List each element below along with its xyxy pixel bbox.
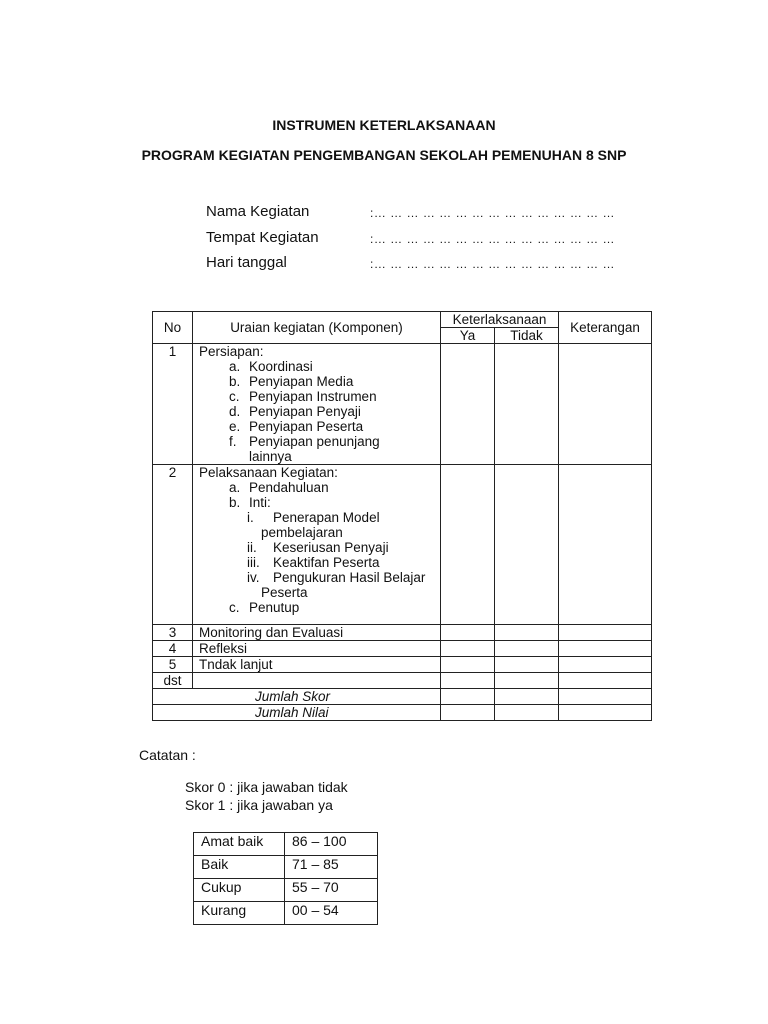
sub-list-item: i. Penerapan Model [247,510,380,525]
info-label: Tempat Kegiatan [206,229,319,246]
row-title: Pelaksanaan Kegiatan: [199,465,338,480]
grade-range: 86 – 100 [285,833,378,856]
list-item: a. Koordinasi [229,359,313,374]
sub-list-item-continuation: pembelajaran [261,525,343,540]
list-item-continuation: lainnya [249,449,292,464]
sub-list-item: ii. Keseriusan Penyaji [247,540,389,555]
cell-ya[interactable] [441,625,495,641]
row-uraian: Refleksi [193,641,441,657]
cell-ya[interactable] [441,344,495,465]
cell-tidak[interactable] [495,625,559,641]
cell-keterangan[interactable] [559,657,652,673]
header-ya: Ya [441,328,495,344]
list-item: c. Penutup [229,600,300,615]
cell-keterangan[interactable] [559,625,652,641]
sub-list-item: iii. Keaktifan Peserta [247,555,380,570]
row-number: dst [153,673,193,689]
cell-tidak-nilai[interactable] [495,705,559,721]
grade-label: Cukup [194,879,285,902]
list-item: e. Penyiapan Peserta [229,419,364,434]
header-keterangan: Keterangan [559,312,652,344]
table-row [194,856,378,879]
header-keterlaksanaan: Keterlaksanaan [441,312,559,328]
grade-table [193,832,378,925]
cell-tidak[interactable] [495,465,559,625]
grade-label: Baik [194,856,285,879]
table-row [194,902,378,925]
skor-note: Skor 0 : jika jawaban tidak [185,779,348,795]
document-title: INSTRUMEN KETERLAKSANAAN [272,117,496,133]
list-item: a. Pendahuluan [229,480,329,495]
row-uraian [193,344,441,465]
grade-range: 71 – 85 [285,856,378,879]
info-blank: :… … … … … … … … … … … … … … … [370,232,616,246]
total-row [153,689,652,705]
sub-list-item: iv. Pengukuran Hasil Belajar [247,570,426,585]
cell-ya[interactable] [441,465,495,625]
list-item: f. Penyiapan penunjang [229,434,380,449]
cell-ya[interactable] [441,641,495,657]
cell-tidak-total[interactable] [495,689,559,705]
row-number: 4 [153,641,193,657]
cell-keterangan[interactable] [559,673,652,689]
cell-tidak[interactable] [495,344,559,465]
row-uraian: Tndak lanjut [193,657,441,673]
table-row [153,344,652,465]
instrument-table [152,311,652,721]
row-number: 2 [153,465,193,625]
table-row [194,879,378,902]
table-row [153,465,652,625]
cell-keterangan[interactable] [559,344,652,465]
row-number: 1 [153,344,193,465]
cell-tidak[interactable] [495,641,559,657]
sub-list-item-continuation: Peserta [261,585,308,600]
row-number: 5 [153,657,193,673]
header-tidak: Tidak [495,328,559,344]
info-blank: :… … … … … … … … … … … … … … … [370,257,616,271]
cell-ya-nilai[interactable] [441,705,495,721]
jumlah-skor-label: Jumlah Skor [153,689,441,705]
info-label: Nama Kegiatan [206,203,310,220]
cell-ya[interactable] [441,673,495,689]
cell-keterangan[interactable] [559,465,652,625]
list-item: c. Penyiapan Instrumen [229,389,377,404]
row-uraian [193,465,441,625]
jumlah-nilai-label: Jumlah Nilai [153,705,441,721]
cell-tidak[interactable] [495,657,559,673]
header-no: No [153,312,193,344]
cell-keterangan-total[interactable] [559,689,652,705]
info-label: Hari tanggal [206,254,287,271]
cell-keterangan-nilai[interactable] [559,705,652,721]
document-subtitle: PROGRAM KEGIATAN PENGEMBANGAN SEKOLAH PEMENUHAN 8 SNP [141,147,627,163]
cell-tidak[interactable] [495,673,559,689]
catatan-label: Catatan : [139,747,196,763]
header-uraian: Uraian kegiatan (Komponen) [193,312,441,344]
cell-ya-total[interactable] [441,689,495,705]
table-row [153,673,652,689]
row-uraian: Monitoring dan Evaluasi [193,625,441,641]
list-item: b. Penyiapan Media [229,374,354,389]
grade-range: 55 – 70 [285,879,378,902]
grade-label: Kurang [194,902,285,925]
list-item: b. Inti: [229,495,271,510]
row-number: 3 [153,625,193,641]
total-row [153,705,652,721]
list-item: d. Penyiapan Penyaji [229,404,361,419]
grade-range: 00 – 54 [285,902,378,925]
table-row [153,641,652,657]
skor-note: Skor 1 : jika jawaban ya [185,797,333,813]
cell-ya[interactable] [441,657,495,673]
info-blank: :… … … … … … … … … … … … … … … [370,206,616,220]
cell-keterangan[interactable] [559,641,652,657]
row-uraian [193,673,441,689]
table-row [153,657,652,673]
row-title: Persiapan: [199,344,264,359]
table-row [194,833,378,856]
table-row [153,625,652,641]
grade-label: Amat baik [194,833,285,856]
